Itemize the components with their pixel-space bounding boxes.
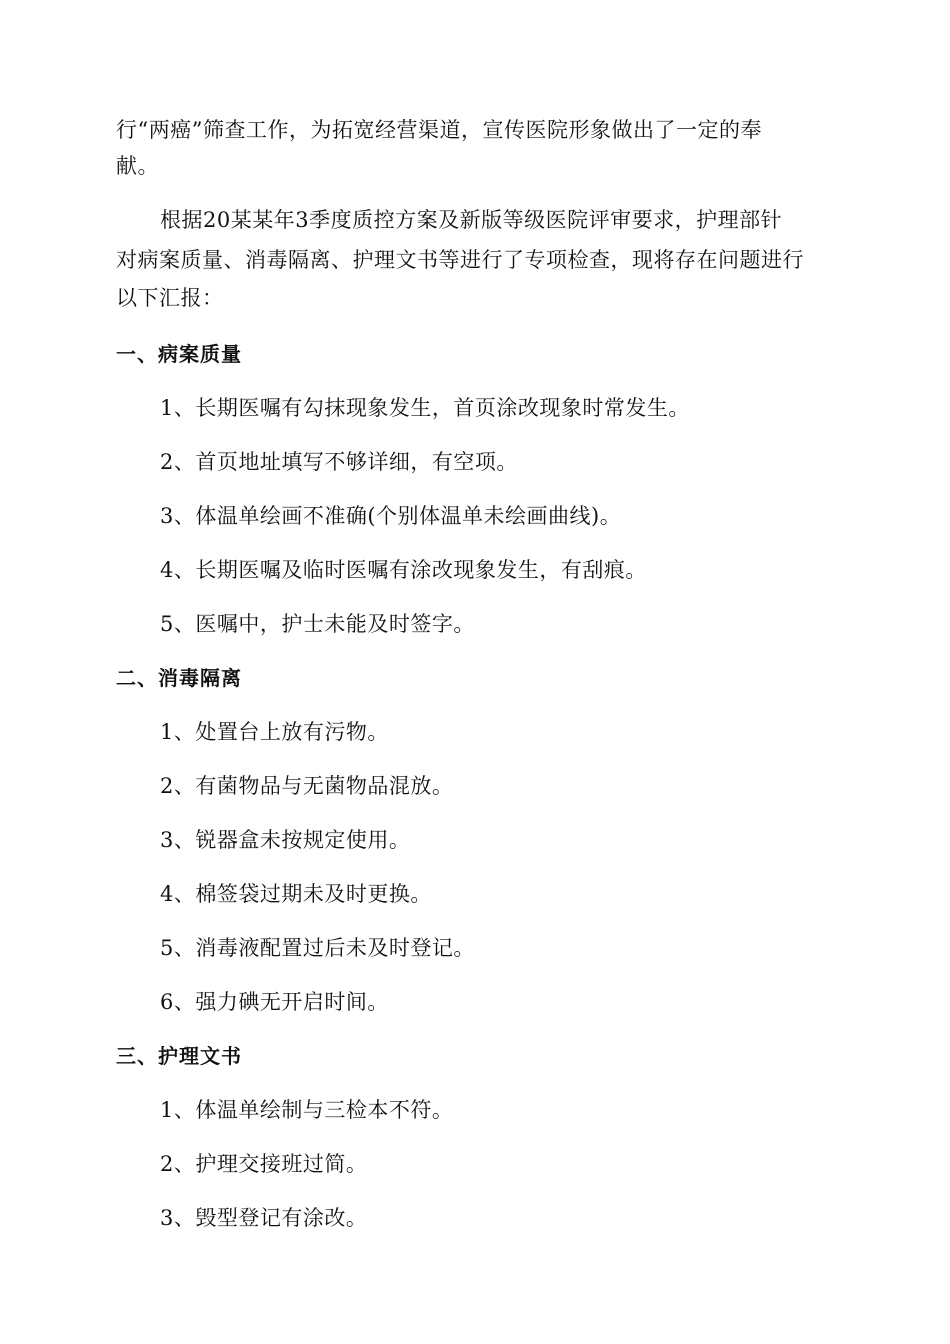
intro-line-1: 行“两癌”筛查工作，为拓宽经营渠道，宣传医院形象做出了一定的奉 <box>116 118 762 142</box>
list-item: 1、体温单绘制与三检本不符。 <box>160 1098 454 1122</box>
list-item: 4、棉签袋过期未及时更换。 <box>160 882 432 906</box>
list-item: 1、长期医嘱有勾抹现象发生，首页涂改现象时常发生。 <box>160 396 690 420</box>
summary-line-3: 以下汇报： <box>116 286 224 310</box>
list-item: 4、长期医嘱及临时医嘱有涂改现象发生，有刮痕。 <box>160 558 647 582</box>
list-item: 5、消毒液配置过后未及时登记。 <box>160 936 475 960</box>
list-item: 6、强力碘无开启时间。 <box>160 990 389 1014</box>
section-heading-nursing-documents: 三、护理文书 <box>116 1044 242 1068</box>
summary-line-1: 根据20某某年3季度质控方案及新版等级医院评审要求，护理部针 <box>160 208 783 232</box>
list-item: 2、有菌物品与无菌物品混放。 <box>160 774 454 798</box>
list-item: 2、首页地址填写不够详细，有空项。 <box>160 450 518 474</box>
summary-line-2: 对病案质量、消毒隔离、护理文书等进行了专项检查，现将存在问题进行 <box>116 248 804 272</box>
section-heading-disinfection: 二、消毒隔离 <box>116 666 242 690</box>
intro-line-2: 献。 <box>116 154 159 178</box>
section-heading-medical-records: 一、病案质量 <box>116 342 242 366</box>
list-item: 3、体温单绘画不准确(个别体温单未绘画曲线)。 <box>160 504 622 528</box>
list-item: 3、锐器盒未按规定使用。 <box>160 828 411 852</box>
list-item: 3、毁型登记有涂改。 <box>160 1206 368 1230</box>
list-item: 5、医嘱中，护士未能及时签字。 <box>160 612 475 636</box>
list-item: 1、处置台上放有污物。 <box>160 720 389 744</box>
list-item: 2、护理交接班过简。 <box>160 1152 368 1176</box>
